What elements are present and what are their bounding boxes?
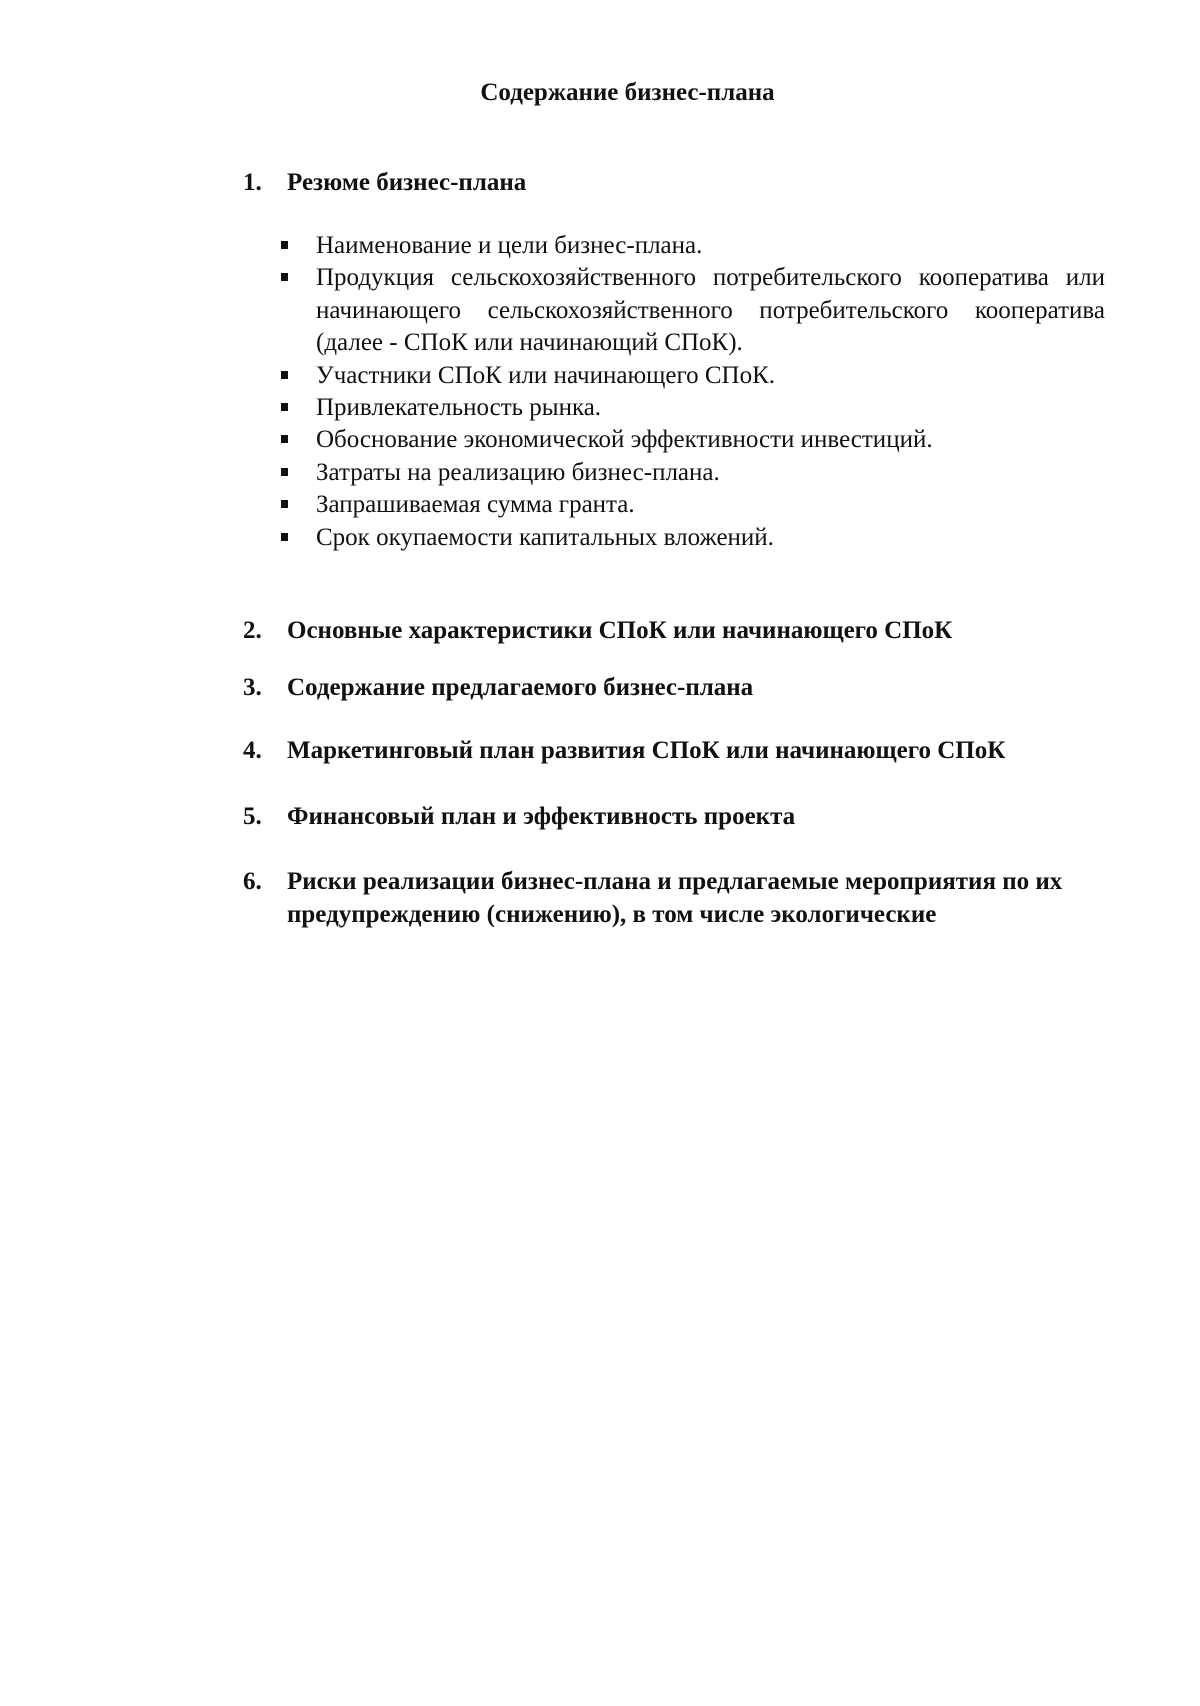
section-number: 6. (243, 868, 262, 895)
section-number: 4. (243, 737, 262, 764)
list-item-text: Затраты на реализацию бизнес-плана. (316, 458, 720, 486)
section-1-bullet-list (278, 230, 1105, 554)
square-bullet-icon (281, 371, 288, 379)
list-item (278, 262, 1105, 359)
section-title: Содержание предлагаемого бизнес-плана (287, 674, 754, 701)
section-number: 2. (243, 617, 262, 644)
list-item-text: Продукция сельскохозяйственного потребительского кооператива или начинающего сельскохозяйственного потребительского кооператива (далее - СПоК или начинающий СПоК). (316, 264, 1105, 357)
list-item-text: Привлекательность рынка. (316, 394, 602, 422)
square-bullet-icon (281, 273, 288, 281)
section-title: Основные характеристики СПоК или начинающего СПоК (287, 617, 953, 644)
section-6-heading (243, 865, 1113, 931)
square-bullet-icon (281, 241, 288, 249)
list-item (278, 522, 1105, 554)
list-item-text: Участники СПоК или начинающего СПоК. (316, 361, 776, 389)
section-title: Резюме бизнес-плана (287, 169, 527, 196)
section-title: Финансовый план и эффективность проекта (287, 803, 796, 830)
section-number: 5. (243, 803, 262, 830)
list-item-text: Обоснование экономической эффективности инвестиций. (316, 426, 933, 454)
list-item (278, 489, 1105, 521)
list-item-text: Срок окупаемости капитальных вложений. (316, 523, 774, 551)
list-item (278, 230, 1105, 262)
section-5-heading (243, 800, 1113, 833)
square-bullet-icon (281, 403, 288, 411)
section-3-heading (243, 671, 1113, 704)
list-item (278, 392, 1105, 424)
section-1-heading (243, 166, 1113, 199)
square-bullet-icon (281, 468, 288, 476)
section-title: Риски реализации бизнес-плана и предлагаемые мероприятия по их предупреждению (снижению), в том числе экологические (287, 868, 1063, 928)
list-item (278, 360, 1105, 392)
document-title: Содержание бизнес-плана (480, 79, 775, 106)
list-item-text: Запрашиваемая сумма гранта. (316, 491, 635, 519)
list-item-text: Наименование и цели бизнес-плана. (316, 232, 703, 259)
square-bullet-icon (281, 533, 288, 541)
section-title: Маркетинговый план развития СПоК или начинающего СПоК (287, 737, 1006, 764)
square-bullet-icon (281, 435, 288, 443)
list-item (278, 424, 1105, 456)
square-bullet-icon (281, 500, 288, 508)
section-number: 1. (243, 169, 262, 196)
list-item (278, 457, 1105, 489)
section-2-heading (243, 614, 1113, 647)
section-number: 3. (243, 674, 262, 701)
section-4-heading (243, 734, 1113, 767)
